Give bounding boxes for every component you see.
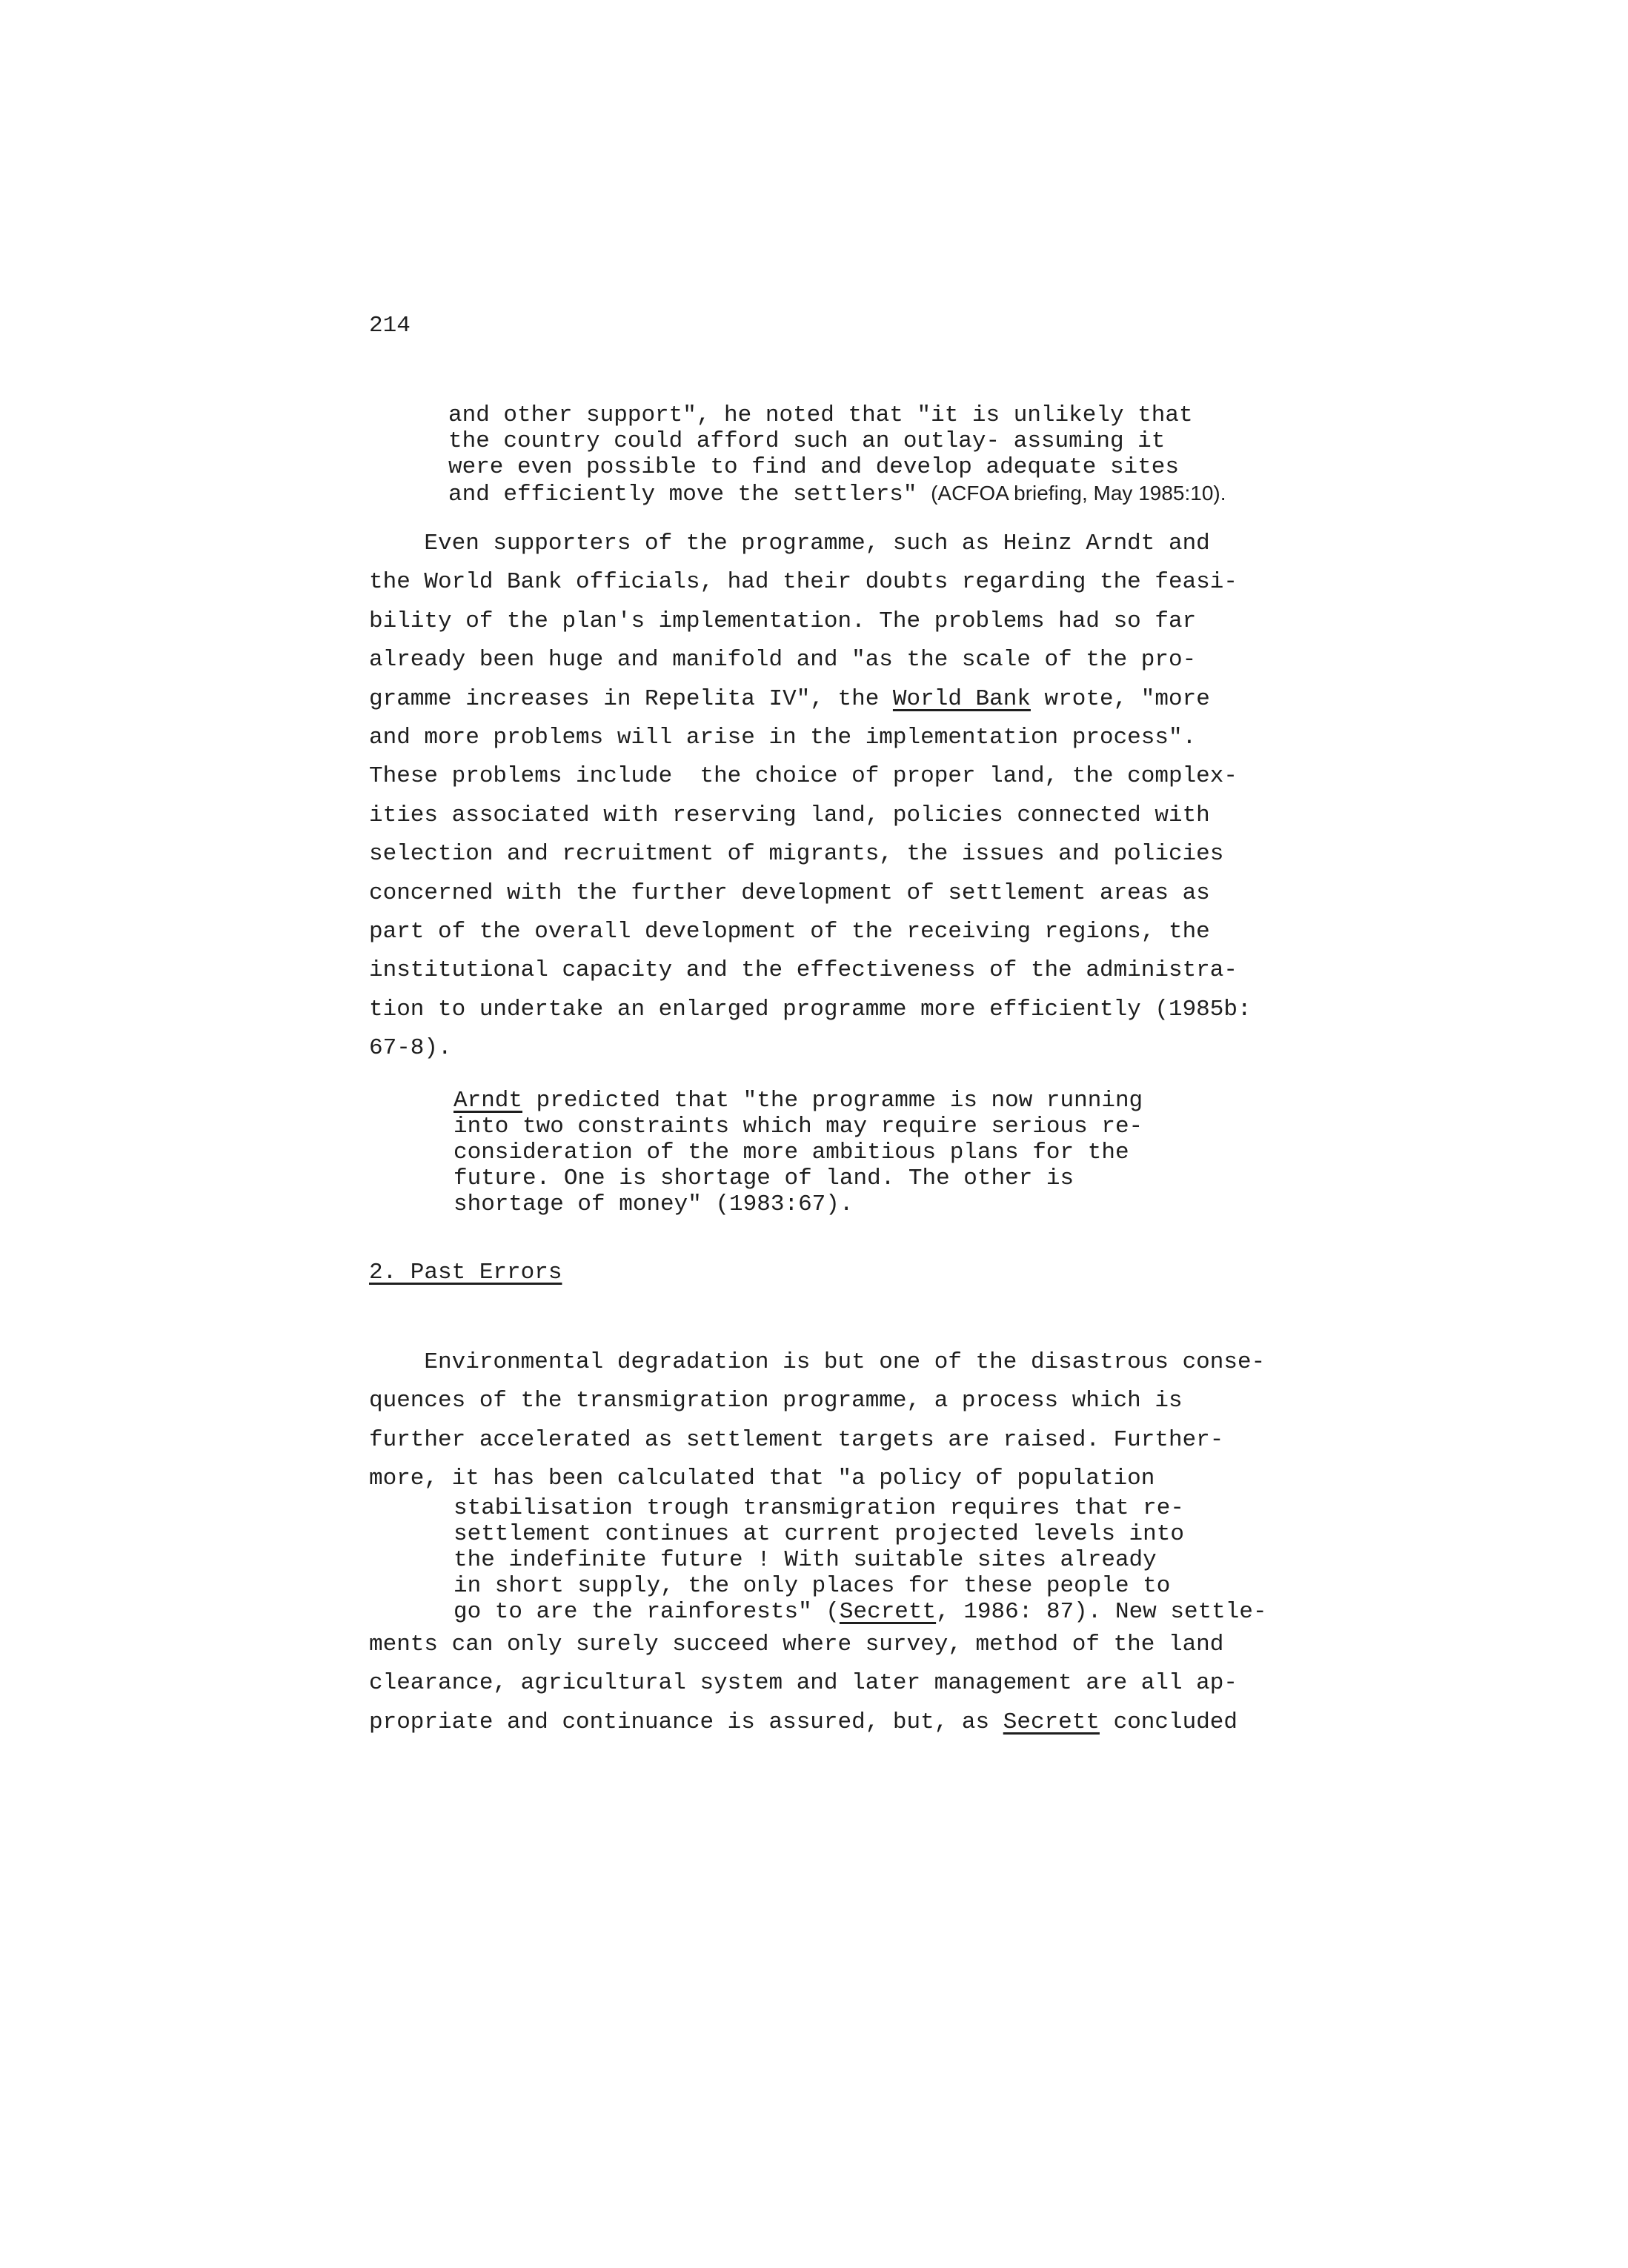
quote-line: in short supply, the only places for these people to bbox=[453, 1573, 1171, 1599]
text-line: already been huge and manifold and "as the scale of the pro- bbox=[369, 647, 1197, 674]
text-line: bility of the plan's implementation. The problems had so far bbox=[369, 608, 1197, 634]
quote-line: shortage of money" (1983:67). bbox=[453, 1191, 854, 1217]
quote-line: the country could afford such an outlay- assuming it bbox=[448, 428, 1166, 454]
quote-line: and other support", he noted that "it is unlikely that bbox=[448, 402, 1193, 428]
underlined-author: Secrett bbox=[839, 1599, 937, 1625]
quote-line: future. One is shortage of land. The other is bbox=[453, 1165, 1074, 1191]
underlined-author: Arndt bbox=[453, 1088, 523, 1114]
text-line: 67-8). bbox=[369, 1035, 452, 1062]
page-number: 214 bbox=[369, 313, 411, 339]
text-line: institutional capacity and the effectiveness of the administra- bbox=[369, 957, 1237, 984]
quote-line: into two constraints which may require serious re- bbox=[453, 1114, 1143, 1140]
quote-line: , 1986: 87). New settle- bbox=[936, 1599, 1267, 1625]
text-line: the World Bank officials, had their doubts regarding the feasi- bbox=[369, 569, 1237, 596]
text-line: gramme increases in Repelita IV", the bbox=[369, 685, 893, 712]
block-quote-arndt bbox=[453, 1088, 1143, 1217]
text-line: and more problems will arise in the implementation process". bbox=[369, 725, 1197, 751]
quote-line: consideration of the more ambitious plans for the bbox=[453, 1140, 1129, 1165]
text-line: tion to undertake an enlarged programme more efficiently (1985b: bbox=[369, 996, 1252, 1022]
text-line: wrote, "more bbox=[1030, 685, 1210, 712]
quote-line: stabilisation trough transmigration requires that re- bbox=[453, 1495, 1184, 1521]
paragraph-supporters bbox=[369, 525, 1377, 1068]
underlined-term: World Bank bbox=[892, 685, 1031, 712]
quote-line: the indefinite future ! With suitable sites already bbox=[453, 1547, 1157, 1573]
text-line: concerned with the further development of settlement areas as bbox=[369, 879, 1210, 906]
text-line: more, it has been calculated that "a policy of population bbox=[369, 1466, 1155, 1492]
text-line: Environmental degradation is but one of the disastrous conse- bbox=[369, 1349, 1266, 1375]
text-line: clearance, agricultural system and later management are all ap- bbox=[369, 1670, 1237, 1697]
text-line: part of the overall development of the receiving regions, the bbox=[369, 919, 1210, 945]
text-line: propriate and continuance is assured, but, as bbox=[369, 1709, 1003, 1735]
section-heading: 2. Past Errors bbox=[369, 1260, 562, 1286]
quote-line: predicted that "the programme is now running bbox=[522, 1088, 1143, 1114]
text-line: selection and recruitment of migrants, the issues and policies bbox=[369, 841, 1224, 868]
block-quote-acfoa bbox=[448, 402, 1226, 508]
quote-line: go to are the rainforests" ( bbox=[453, 1599, 840, 1625]
text-line: further accelerated as settlement targets are raised. Further- bbox=[369, 1426, 1224, 1453]
quote-line: and efficiently move the settlers" bbox=[448, 482, 931, 508]
text-line: ities associated with reserving land, policies connected with bbox=[369, 802, 1210, 828]
text-line: quences of the transmigration programme, a process which is bbox=[369, 1388, 1183, 1414]
citation: (ACFOA briefing, May 1985:10). bbox=[931, 482, 1226, 505]
text-line: concluded bbox=[1099, 1709, 1238, 1735]
text-line: Even supporters of the programme, such as Heinz Arndt and bbox=[369, 531, 1210, 556]
quote-line: settlement continues at current projected levels into bbox=[453, 1521, 1184, 1547]
paragraph-environmental bbox=[369, 1343, 1377, 1499]
underlined-author: Secrett bbox=[1003, 1709, 1100, 1735]
quote-line: were even possible to find and develop adequate sites bbox=[448, 454, 1179, 480]
paragraph-settlements bbox=[369, 1626, 1377, 1742]
block-quote-secrett bbox=[453, 1495, 1267, 1625]
text-line: These problems include the choice of proper land, the complex- bbox=[369, 763, 1237, 790]
text-line: ments can only surely succeed where survey, method of the land bbox=[369, 1632, 1224, 1657]
